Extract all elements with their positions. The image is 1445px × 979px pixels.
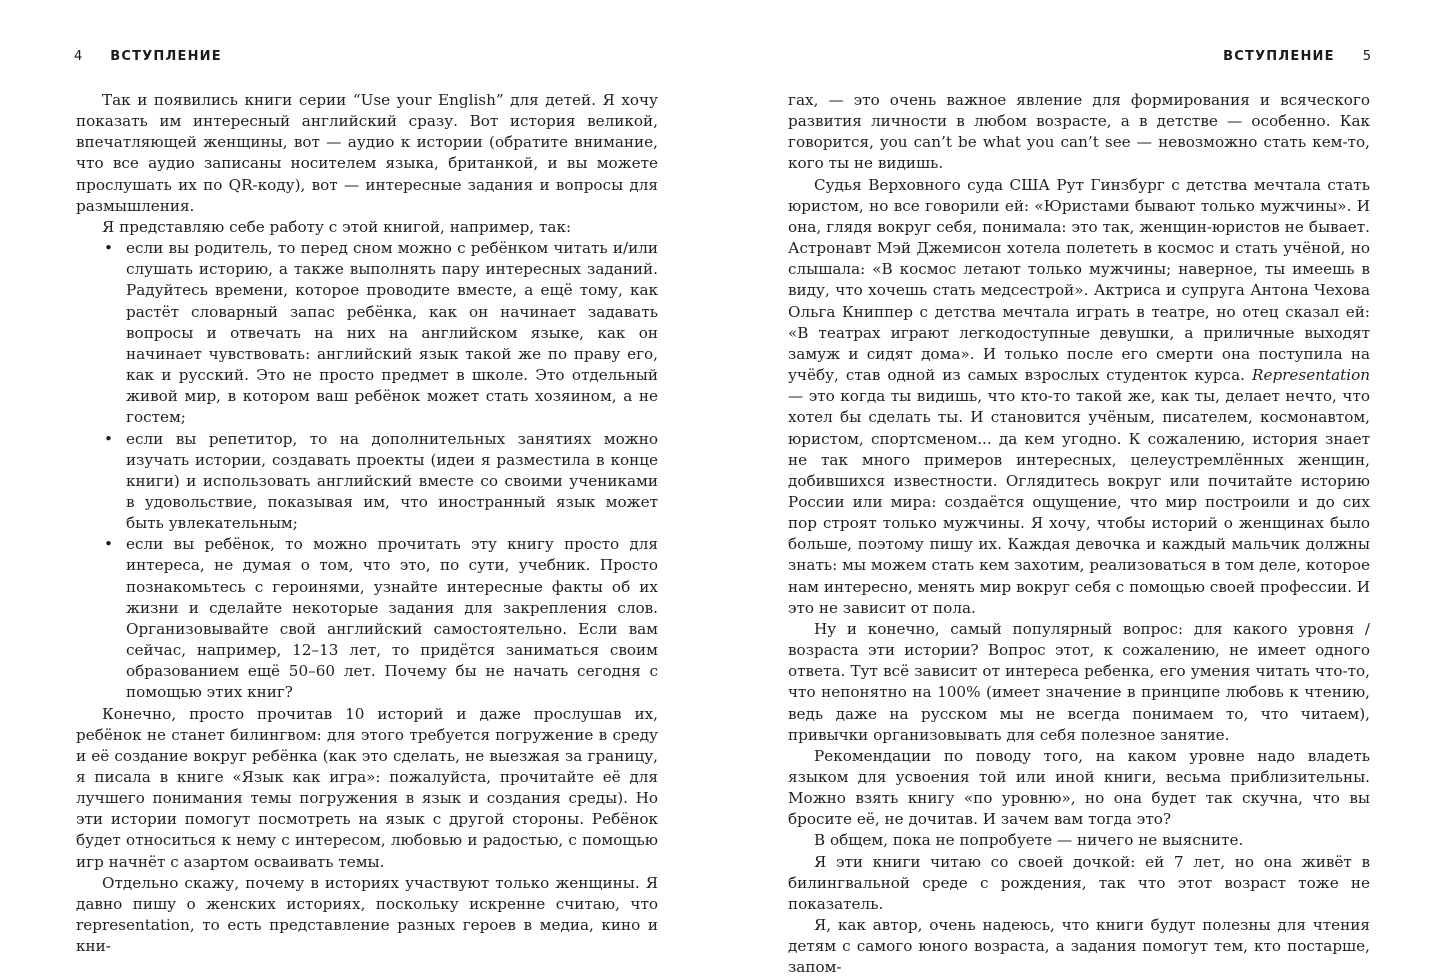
left-body-text: [76, 90, 658, 957]
paragraph: Ну и конечно, самый популярный вопрос: для какого уровня / возраста эти истории? Вопрос этот, к сожалению, не имеет одного ответа. Тут всё зависит от интереса ребенка, его умения читать что-то, что непонятно на 100% (имеет значение в принципе любовь к чтению, ведь даже на русском мы не всегда понимаем то, что читаем), привычки организовывать для себя полезное занятие.: [788, 619, 1370, 744]
italic-term: Representation: [1252, 366, 1371, 385]
paragraph: Я представляю себе работу с этой книгой, например, так:: [102, 217, 572, 236]
paragraph: Рекомендации по поводу того, на каком уровне надо владеть языком для усвоения той или иной книги, весьма приблизительны. Можно взять книгу «по уровню», но она будет так скучна, что вы бросите её, не дочитав. И зачем вам тогда это?: [788, 746, 1370, 829]
paragraph: Я, как автор, очень надеюсь, что книги будут полезны для чтения детям с самого юного возраста, а задания помогут тем, кто постарше, запом-: [788, 916, 1370, 977]
paragraph-part: — это когда ты видишь, что кто-то такой же, как ты, делает нечто, что хотел бы сделать ты. И становится учёным, писателем, космонавтом, юристом, спортсменом... да кем угодно. К сожалению, история знает не так много примеров интересных, целеустремлённых женщин, добившихся известности. Оглядитесь вокруг или почитайте историю России или мира: создаётся ощущение, что мир построили и до сих пор строят только мужчины. Я хочу, чтобы историй о женщинах было больше, поэтому пишу их. Каждая девочка и каждый мальчик должны знать: мы можем стать кем захотим, реализоваться в том деле, которое нам интересно, менять мир вокруг себя с помощью своей профессии. И это не зависит от пола.: [788, 387, 1370, 617]
paragraph: Я эти книги читаю со своей дочкой: ей 7 лет, но она живёт в билингвальной среде с рождения, так что этот возраст тоже не показатель.: [788, 852, 1370, 913]
paragraph: [788, 175, 1370, 619]
right-page: [723, 0, 1445, 977]
chapter-title-right: ВСТУПЛЕНИЕ: [1223, 49, 1335, 64]
right-body-text: [788, 90, 1370, 979]
left-running-head: [74, 48, 222, 66]
chapter-title-left: ВСТУПЛЕНИЕ: [110, 49, 222, 64]
left-page: [0, 0, 722, 956]
bullet-list: [76, 238, 658, 703]
bullet-item-tutor: • если вы репетитор, то на дополнительных занятиях можно изучать истории, создавать проекты (идеи я разместила в конце книги) и использовать английский вместе со своими учениками в удовольствие, показывая им, что иностранный язык может быть увлекательным;: [126, 429, 658, 535]
paragraph-part: Судья Верховного суда США Рут Гинзбург с детства мечтала стать юристом, но все говорили ей: «Юристами бывают только мужчины». И она, глядя вокруг себя, понимала: это так, женщин-юристов не бывает. Астронавт Мэй Джемисон хотела полететь в космос и стать учёной, но слышала: «В космос летают только мужчины; наверное, ты имеешь в виду, что хочешь стать медсестрой». Актриса и супруга Антона Чехова Ольга Книппер с детства мечтала играть в театре, но отец сказал ей: «В театрах играют легкодоступные девушки, а приличные выходят замуж и сидят дома». И только после его смерти она поступила на учёбу, став одной из самых взрослых студенток курса.: [788, 175, 1370, 385]
page-number-right: 5: [1362, 49, 1371, 64]
bullet-item-child: • если вы ребёнок, то можно прочитать эту книгу просто для интереса, не думая о том, что это, по сути, учебник. Просто познакомьтесь с героинями, узнайте интересные факты об их жизни и сделайте некоторые задания для закрепления слов. Организовывайте свой английский самостоятельно. Если вам сейчас, например, 12–13 лет, то придётся заниматься своим образованием ещё 50–60 лет. Почему бы не начать сегодня с помощью этих книг?: [126, 534, 658, 703]
paragraph: Конечно, просто прочитав 10 историй и даже прослушав их, ребёнок не станет билингвом: для этого требуется погружение в среду и её создание вокруг ребёнка (как это сделать, не выезжая за границу, я писала в книге «Язык как игра»: пожалуйста, прочитайте её для лучшего понимания темы погружения в язык и создания среды). Но эти истории помогут посмотреть на язык с другой стороны. Ребёнок будет относиться к нему с интересом, любовью и радостью, с помощью игр начнёт с азартом осваивать темы.: [76, 704, 658, 871]
page-number-left: 4: [74, 49, 83, 64]
right-running-head: [1223, 48, 1371, 66]
paragraph-continued: гах, — это очень важное явление для формирования и всяческого развития личности в любом возрасте, а в детстве — особенно. Как говорится, you can’t be what you can’t see — невозможно стать кем-то, кого ты не видишь.: [788, 91, 1370, 173]
paragraph: В общем, пока не попробуете — ничего не выясните.: [814, 831, 1244, 850]
paragraph: Отдельно скажу, почему в историях участвуют только женщины. Я давно пишу о женских историях, поскольку искренне считаю, что representation, то есть представление разных героев в медиа, кино и кни-: [76, 873, 658, 956]
paragraph: Так и появились книги серии “Use your English” для детей. Я хочу показать им интересный английский сразу. Вот история великой, впечатляющей женщины, вот — аудио к истории (обратите внимание, что все аудио записаны носителем языка, британкой, и вы можете прослушать их по QR-коду), вот — интересные задания и вопросы для размышления.: [76, 91, 658, 215]
bullet-item-parent: • если вы родитель, то перед сном можно с ребёнком читать и/или слушать историю, а также выполнять пару интересных заданий. Радуйтесь времени, которое проводите вместе, а ещё тому, как растёт словарный запас ребёнка, как он начинает задавать вопросы и отвечать на них на английском языке, как он начинает чувствовать: английский язык такой же по праву его, как и русский. Это не просто предмет в школе. Это отдельный живой мир, в котором ваш ребёнок может стать хозяином, а не гостем;: [126, 238, 658, 428]
